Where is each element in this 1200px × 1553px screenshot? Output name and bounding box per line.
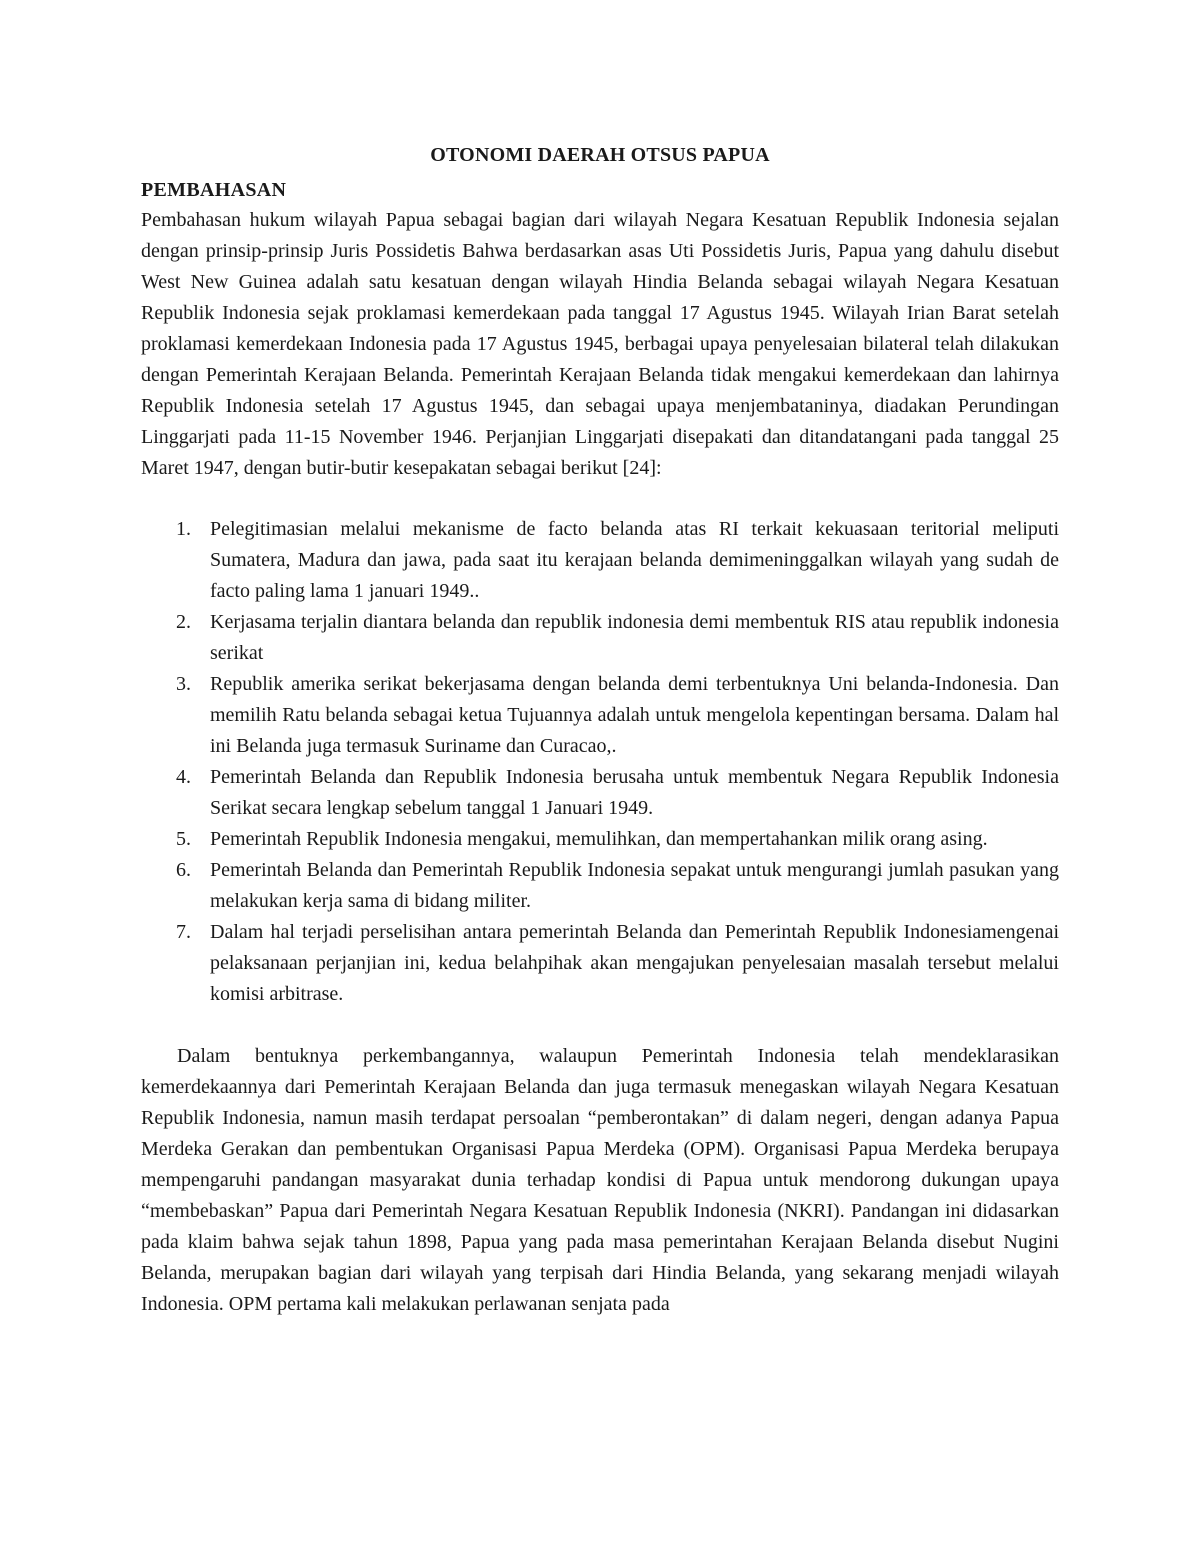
- document-title: OTONOMI DAERAH OTSUS PAPUA: [430, 144, 770, 166]
- list-number: 7.: [176, 921, 191, 943]
- list-item: [141, 669, 1059, 762]
- list-item-text: Pelegitimasian melalui mekanisme de facto belanda atas RI terkait kekuasaan teritorial meliputi Sumatera, Madura dan jawa, pada saat itu kerajaan belanda demimeninggalkan wilayah yang sudah de facto paling lama 1 januari 1949..: [210, 518, 1059, 602]
- list-item: [141, 762, 1059, 824]
- list-item-text: Republik amerika serikat bekerjasama dengan belanda demi terbentuknya Uni belanda-Indonesia. Dan memilih Ratu belanda sebagai ketua Tujuannya adalah untuk mengelola kepentingan bersama. Dalam hal ini Belanda juga termasuk Suriname dan Curacao,.: [210, 673, 1059, 757]
- list-number: 1.: [176, 518, 191, 540]
- list-item-text: Pemerintah Belanda dan Republik Indonesia berusaha untuk membentuk Negara Republik Indonesia Serikat secara lengkap sebelum tanggal 1 Januari 1949.: [210, 766, 1059, 819]
- list-number: 3.: [176, 673, 191, 695]
- list-number: 2.: [176, 611, 191, 633]
- list-item: [141, 514, 1059, 607]
- intro-paragraph: Pembahasan hukum wilayah Papua sebagai bagian dari wilayah Negara Kesatuan Republik Indonesia sejalan dengan prinsip-prinsip Juris Possidetis Bahwa berdasarkan asas Uti Possidetis Juris, Papua yang dahulu disebut West New Guinea adalah satu kesatuan dengan wilayah Hindia Belanda sebagai wilayah Negara Kesatuan Republik Indonesia sejak proklamasi kemerdekaan pada tanggal 17 Agustus 1945. Wilayah Irian Barat setelah proklamasi kemerdekaan Indonesia pada 17 Agustus 1945, berbagai upaya penyelesaian bilateral telah dilakukan dengan Pemerintah Kerajaan Belanda. Pemerintah Kerajaan Belanda tidak mengakui kemerdekaan dan lahirnya Republik Indonesia setelah 17 Agustus 1945, dan sebagai upaya menjembataninya, diadakan Perundingan Linggarjati pada 11-15 November 1946. Perjanjian Linggarjati disepakati dan ditandatangani pada tanggal 25 Maret 1947, dengan butir-butir kesepakatan sebagai berikut [24]:: [141, 209, 1059, 479]
- list-number: 6.: [176, 859, 191, 881]
- closing-paragraph: Dalam bentuknya perkembangannya, walaupun Pemerintah Indonesia telah mendeklarasikan kemerdekaannya dari Pemerintah Kerajaan Belanda dan juga termasuk menegaskan wilayah Negara Kesatuan Republik Indonesia, namun masih terdapat persoalan “pemberontakan” di dalam negeri, dengan adanya Papua Merdeka Gerakan dan pembentukan Organisasi Papua Merdeka (OPM). Organisasi Papua Merdeka berupaya mempengaruhi pandangan masyarakat dunia terhadap kondisi di Papua untuk mendorong dukungan upaya “membebaskan” Papua dari Pemerintah Negara Kesatuan Republik Indonesia (NKRI). Pandangan ini didasarkan pada klaim bahwa sejak tahun 1898, Papua yang pada masa pemerintahan Kerajaan Belanda disebut Nugini Belanda, merupakan bagian dari wilayah yang terpisah dari Hindia Belanda, yang sekarang menjadi wilayah Indonesia. OPM pertama kali melakukan perlawanan senjata pada: [141, 1045, 1059, 1315]
- list-item: [141, 917, 1059, 1010]
- list-item-text: Pemerintah Republik Indonesia mengakui, memulihkan, dan mempertahankan milik orang asing.: [210, 828, 988, 850]
- list-item-text: Dalam hal terjadi perselisihan antara pemerintah Belanda dan Pemerintah Republik Indonesiamengenai pelaksanaan perjanjian ini, kedua belahpihak akan mengajukan penyelesaian masalah tersebut melalui komisi arbitrase.: [210, 921, 1059, 1005]
- list-item: [141, 607, 1059, 669]
- section-heading: PEMBAHASAN: [141, 179, 287, 201]
- document-page: [141, 141, 1059, 1320]
- list-item-text: Kerjasama terjalin diantara belanda dan republik indonesia demi membentuk RIS atau republik indonesia serikat: [210, 611, 1059, 664]
- list-item: [141, 855, 1059, 917]
- list-number: 4.: [176, 766, 191, 788]
- list-item-text: Pemerintah Belanda dan Pemerintah Republik Indonesia sepakat untuk mengurangi jumlah pasukan yang melakukan kerja sama di bidang militer.: [210, 859, 1059, 912]
- agreement-list: [141, 514, 1059, 1010]
- list-number: 5.: [176, 828, 191, 850]
- list-item: [141, 824, 1059, 855]
